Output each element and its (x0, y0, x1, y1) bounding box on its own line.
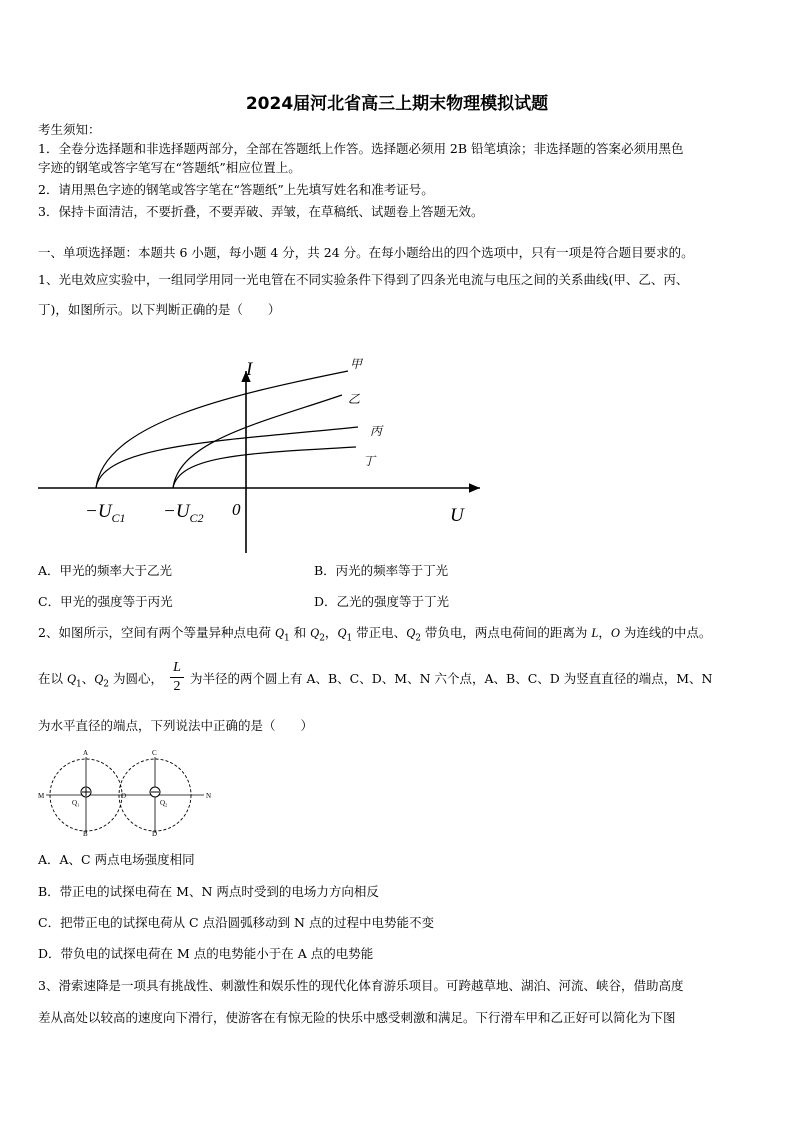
q2-stem-line2-left: 在以 $Q_1$、$Q_2$ 为圆心， (38, 671, 164, 690)
q2-option-a: A．A、C 两点电场强度相同 (38, 852, 195, 867)
curve-label-jia: 甲 (350, 357, 363, 371)
notice-line-1a: 1．全卷分选择题和非选择题两部分，全部在答题纸上作答。选择题必须用 2B 铅笔填涂；非选择题的答案必须用黑色 (38, 141, 684, 156)
origin-label: 0 (232, 500, 241, 519)
svg-text:Q₁: Q₁ (72, 799, 80, 807)
q2-option-b: B．带正电的试探电荷在 M、N 两点时受到的电场力方向相反 (38, 884, 379, 899)
radius-fraction: L 2 (170, 660, 184, 695)
curve-ding (173, 447, 356, 488)
curve-yi (173, 395, 342, 488)
svg-text:O: O (121, 792, 127, 800)
q1-option-c: C．甲光的强度等于丙光 (38, 594, 173, 609)
two-charges-circles-diagram (36, 745, 216, 837)
svg-text:C: C (152, 749, 157, 757)
q3-stem-line2: 差从高处以较高的速度向下滑行，使游客在有惊无险的快乐中感受刺激和满足。下行滑车甲和乙正好可以简化为下图 (38, 1010, 676, 1025)
svg-text:D: D (152, 830, 158, 837)
q1-stem-line2: 丁)，如图所示。以下判断正确的是（ ） (38, 302, 281, 317)
q1-stem-line1: 1、光电效应实验中，一组同学用同一光电管在不同实验条件下得到了四条光电流与电压之间的关系曲线(甲、乙、丙、 (38, 272, 689, 287)
uc2-label: $-U_{C2}$ (163, 501, 204, 525)
q2-option-c: C．把带正电的试探电荷从 C 点沿圆弧移动到 N 点的过程中电势能不变 (38, 915, 434, 930)
q1-option-a: A．甲光的频率大于乙光 (38, 563, 173, 578)
notice-line-3: 3．保持卡面清洁，不要折叠，不要弄破、弄皱，在草稿纸、试题卷上答题无效。 (38, 204, 484, 219)
notice-line-2: 2．请用黑色字迹的钢笔或答字笔在“答题纸”上先填写姓名和准考证号。 (38, 182, 434, 197)
q2-stem-line3: 为水平直径的端点，下列说法中正确的是（ ） (38, 718, 314, 733)
notice-heading: 考生须知： (38, 122, 101, 137)
q2-stem-line1: 2、如图所示，空间有两个等量异种点电荷 $Q_1$ 和 $Q_2$，$Q_1$ 带正电、$Q_2$ 带负电，两点电荷间的距离为 L，O 为连线的中点。 (38, 625, 712, 644)
q2-option-d: D．带负电的试探电荷在 M 点的电势能小于在 A 点的电势能 (38, 946, 374, 961)
curve-jia (96, 371, 348, 488)
q1-option-d: D．乙光的强度等于丁光 (314, 594, 450, 609)
svg-text:A: A (83, 749, 89, 757)
svg-text:Q₂: Q₂ (160, 799, 168, 807)
curve-label-bing: 丙 (370, 424, 383, 438)
uc1-label: $-U_{C1}$ (85, 501, 126, 525)
section-heading: 一、单项选择题：本题共 6 小题，每小题 4 分，共 24 分。在每小题给出的四个选项中，只有一项是符合题目要求的。 (38, 245, 694, 260)
notice-line-1b: 字迹的钢笔或答字笔写在“答题纸”相应位置上。 (38, 160, 301, 175)
photoelectric-iv-graph (30, 345, 490, 560)
axis-label-i: I (246, 359, 253, 380)
svg-text:B: B (83, 830, 88, 837)
q2-stem-line2-right: 为半径的两个圆上有 A、B、C、D、M、N 六个点，A、B、C、D 为竖直直径的端点，M、N (190, 671, 713, 686)
curve-label-ding: 丁 (363, 454, 376, 468)
svg-text:M: M (38, 792, 45, 800)
q1-option-b: B．丙光的频率等于丁光 (314, 563, 449, 578)
page-title: 2024届河北省高三上期末物理模拟试题 (245, 94, 549, 114)
q3-stem-line1: 3、滑索速降是一项具有挑战性、刺激性和娱乐性的现代化体育游乐项目。可跨越草地、湖泊、河流、峡谷，借助高度 (38, 978, 684, 993)
svg-text:N: N (206, 792, 212, 800)
axis-label-u: U (450, 505, 464, 526)
curve-label-yi: 乙 (348, 392, 361, 406)
